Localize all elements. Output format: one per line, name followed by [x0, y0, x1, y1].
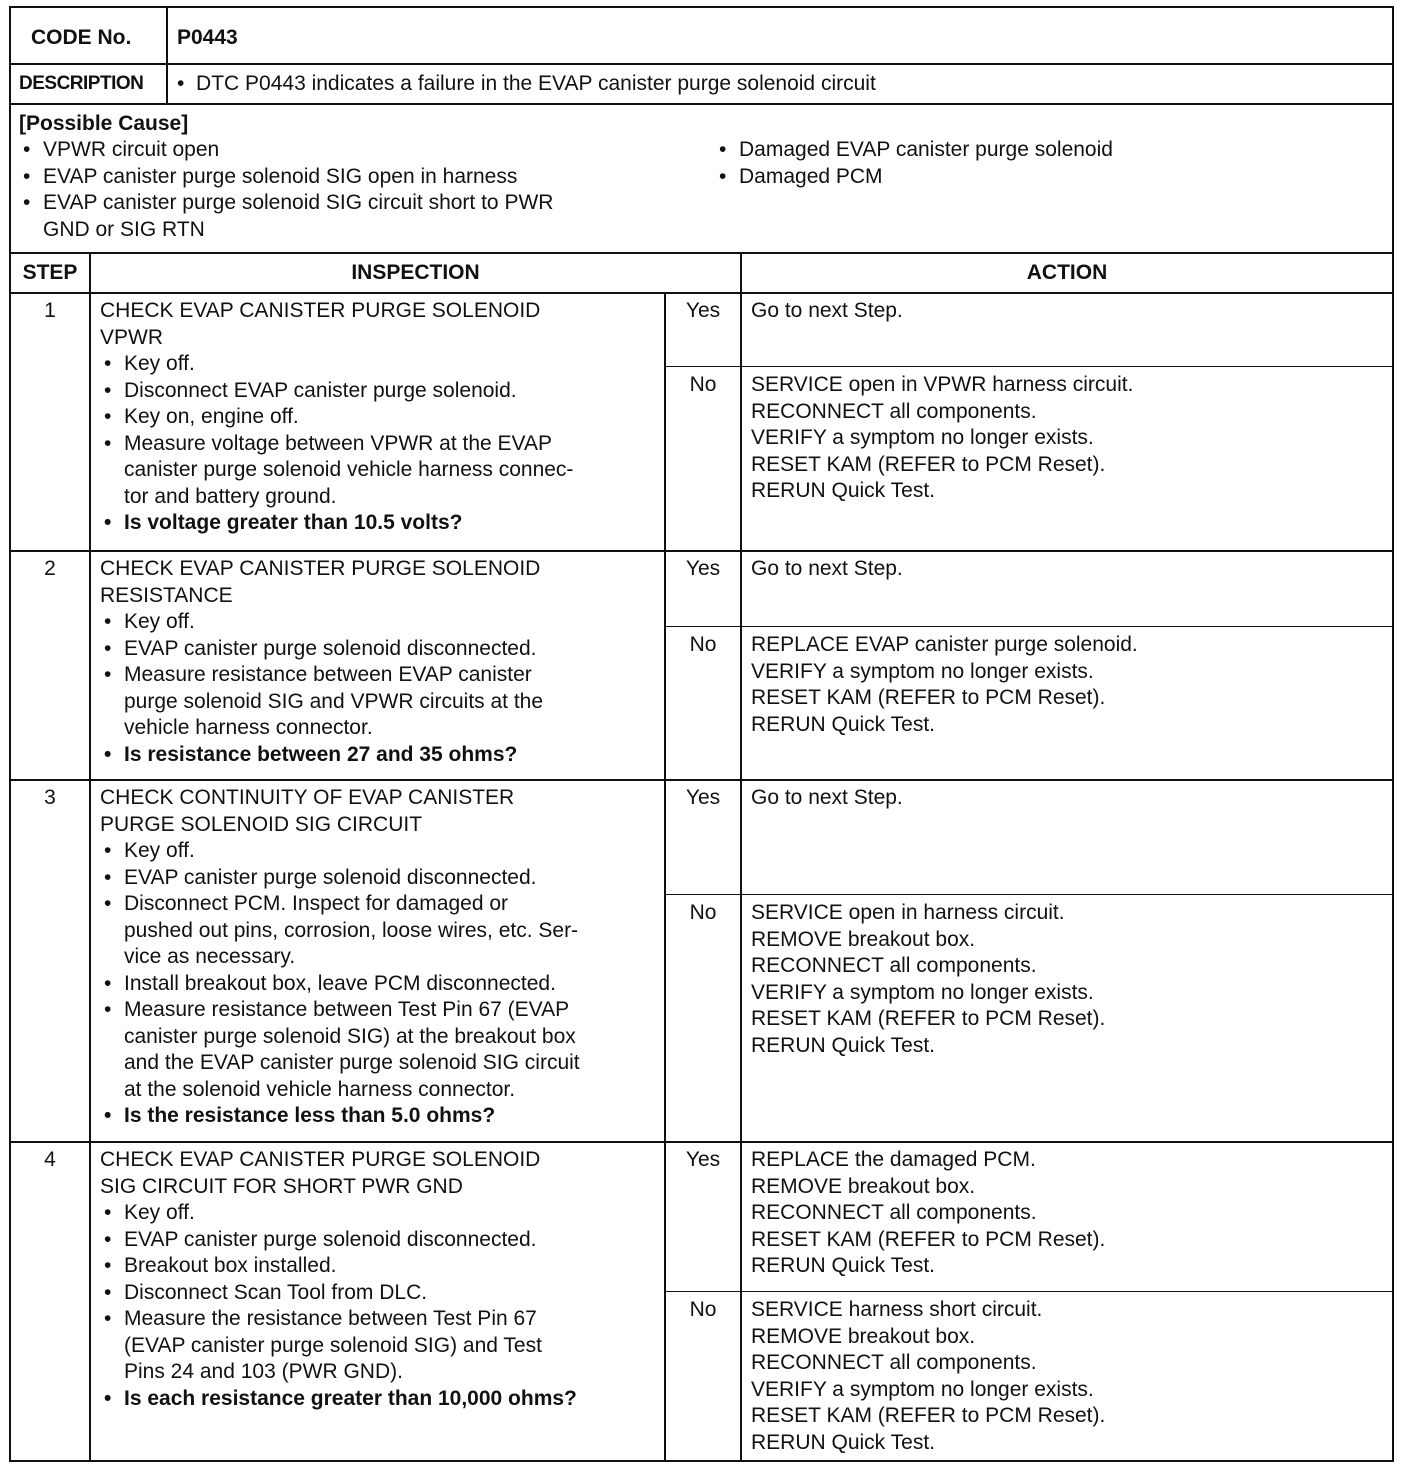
action-line: VERIFY a symptom no longer exists. — [751, 426, 1094, 449]
action-line: Go to next Step. — [751, 557, 903, 580]
possible-cause-line: • EVAP canister purge solenoid SIG circuit short to PWR — [43, 191, 554, 214]
possible-cause-line: • EVAP canister purge solenoid SIG open in harness — [43, 164, 518, 188]
possible-cause-item — [19, 137, 553, 164]
yes-no-divider — [664, 626, 1392, 627]
inspection-step — [100, 997, 580, 1103]
action-line: VERIFY a symptom no longer exists. — [751, 659, 1094, 683]
inspection-line: • Key off. — [124, 839, 195, 862]
action-line: RESET KAM (REFER to PCM Reset). — [751, 452, 1106, 476]
inspection-question — [100, 510, 573, 537]
row-divider — [11, 252, 1392, 254]
inspection-line: purge solenoid SIG and VPWR circuits at the — [124, 689, 544, 713]
yes-no-divider — [664, 894, 1392, 895]
action-line: REPLACE the damaged PCM. — [751, 1148, 1036, 1171]
inspection-title: CHECK EVAP CANISTER PURGE SOLENOID — [100, 557, 541, 580]
possible-cause-line: • VPWR circuit open — [43, 138, 220, 161]
inspection-step — [100, 1253, 577, 1280]
inspection-line: • Key off. — [124, 1201, 195, 1224]
row-divider — [11, 63, 1392, 65]
no-label: No — [689, 633, 717, 656]
inspection-line: • Key on, engine off. — [124, 405, 299, 428]
step-number: 3 — [44, 786, 56, 809]
inspection-question — [100, 742, 543, 769]
action-line: REMOVE breakout box. — [751, 1324, 976, 1348]
inspection-question — [100, 1103, 580, 1130]
inspection-bullets — [100, 351, 573, 537]
inspection-line: • Is resistance between 27 and 35 ohms? — [124, 742, 518, 766]
action-line: Go to next Step. — [751, 299, 903, 322]
inspection-step — [100, 891, 580, 971]
no-label: No — [689, 901, 717, 924]
action-line: RESET KAM (REFER to PCM Reset). — [751, 1227, 1106, 1251]
no-action — [751, 372, 1133, 505]
inspection-step — [100, 404, 573, 431]
inspection-line: and the EVAP canister purge solenoid SIG circuit — [124, 1051, 580, 1074]
yes-action — [751, 785, 903, 812]
possible-cause-item — [715, 137, 1113, 164]
action-line: RERUN Quick Test. — [751, 1430, 935, 1454]
inspection-step — [100, 838, 580, 865]
inspection-title: CHECK EVAP CANISTER PURGE SOLENOID — [100, 1148, 541, 1171]
inspection-title: PURGE SOLENOID SIG CIRCUIT — [100, 812, 423, 836]
inspection-title: RESISTANCE — [100, 583, 233, 607]
inspection-step — [100, 865, 580, 892]
inspection-text — [100, 556, 543, 768]
action-line: Go to next Step. — [751, 786, 903, 809]
bullet-icon: • — [177, 72, 197, 95]
step-column-divider — [89, 252, 91, 1460]
inspection-text — [100, 785, 580, 1130]
possible-cause-line: • Damaged PCM — [739, 164, 883, 188]
possible-cause-right — [715, 137, 1113, 190]
description-text — [177, 71, 876, 98]
row-divider — [11, 292, 1392, 294]
action-line: RECONNECT all components. — [751, 1201, 1037, 1224]
row-divider — [11, 550, 1392, 552]
diagnostic-table — [9, 6, 1394, 1462]
no-label: No — [689, 1298, 717, 1321]
action-line: RERUN Quick Test. — [751, 1033, 935, 1057]
header-inspection: INSPECTION — [351, 261, 480, 284]
yes-action — [751, 1147, 1105, 1280]
possible-cause-item — [19, 164, 553, 191]
inspection-line: • Is the resistance less than 5.0 ohms? — [124, 1104, 496, 1127]
inspection-step — [100, 1200, 577, 1227]
inspection-bullets — [100, 838, 580, 1130]
inspection-line: at the solenoid vehicle harness connector. — [124, 1077, 516, 1101]
inspection-line: • Measure resistance between EVAP canister — [124, 663, 532, 686]
inspection-line: canister purge solenoid SIG) at the breakout box — [124, 1024, 576, 1048]
yes-action — [751, 298, 903, 325]
inspection-step — [100, 609, 543, 636]
inspection-step — [100, 636, 543, 663]
inspection-question — [100, 1386, 577, 1413]
no-action — [751, 632, 1138, 738]
inspection-line: (EVAP canister purge solenoid SIG) and Test — [124, 1333, 542, 1357]
inspection-line: • Is voltage greater than 10.5 volts? — [124, 511, 463, 534]
inspection-line: • Measure resistance between Test Pin 67 (EVAP — [124, 998, 570, 1021]
possible-cause-title: [Possible Cause] — [19, 112, 189, 135]
inspection-step — [100, 662, 543, 742]
inspection-line: • Disconnect EVAP canister purge solenoid. — [124, 378, 517, 402]
inspection-bullets — [100, 609, 543, 768]
description-label: DESCRIPTION — [19, 73, 144, 94]
action-line: RECONNECT all components. — [751, 399, 1037, 423]
inspection-line: • Measure the resistance between Test Pin 67 — [124, 1307, 537, 1330]
inspection-step — [100, 431, 573, 511]
inspection-text — [100, 1147, 577, 1412]
inspection-line: tor and battery ground. — [124, 484, 337, 508]
inspection-bullets — [100, 1200, 577, 1412]
no-action — [751, 1297, 1105, 1456]
inspection-line: • EVAP canister purge solenoid disconnected. — [124, 636, 537, 660]
step-number: 1 — [44, 299, 56, 322]
inspection-line: • EVAP canister purge solenoid disconnected. — [124, 865, 537, 889]
row-divider — [11, 1141, 1392, 1143]
action-line: RECONNECT all components. — [751, 954, 1037, 977]
yes-label: Yes — [685, 299, 721, 322]
header-action: ACTION — [1026, 261, 1108, 284]
inspection-line: vice as necessary. — [124, 945, 296, 968]
inspection-step — [100, 971, 580, 998]
action-line: RERUN Quick Test. — [751, 479, 935, 502]
inspection-title: SIG CIRCUIT FOR SHORT PWR GND — [100, 1174, 463, 1198]
yes-no-divider — [664, 366, 1392, 367]
action-line: REPLACE EVAP canister purge solenoid. — [751, 633, 1138, 656]
action-line: SERVICE harness short circuit. — [751, 1298, 1043, 1321]
action-line: RESET KAM (REFER to PCM Reset). — [751, 686, 1106, 709]
action-line: VERIFY a symptom no longer exists. — [751, 980, 1094, 1004]
inspection-title: CHECK EVAP CANISTER PURGE SOLENOID — [100, 299, 541, 322]
inspection-line: vehicle harness connector. — [124, 716, 373, 739]
description-value: DTC P0443 indicates a failure in the EVAP canister purge solenoid circuit — [196, 72, 876, 95]
action-line: RERUN Quick Test. — [751, 1254, 935, 1277]
inspection-step — [100, 1306, 577, 1386]
yes-label: Yes — [685, 786, 721, 809]
action-line: RERUN Quick Test. — [751, 712, 935, 736]
action-column-divider — [740, 252, 742, 1460]
possible-cause-left — [19, 137, 553, 243]
inspection-step — [100, 351, 573, 378]
inspection-step — [100, 1227, 577, 1254]
inspection-line: pushed out pins, corrosion, loose wires, etc. Ser- — [124, 918, 579, 942]
inspection-line: Pins 24 and 103 (PWR GND). — [124, 1360, 403, 1383]
header-step: STEP — [22, 261, 78, 284]
no-label: No — [689, 373, 717, 396]
no-action — [751, 900, 1105, 1059]
yesno-column-divider — [664, 292, 666, 1460]
inspection-line: • Measure voltage between VPWR at the EVAP — [124, 431, 552, 455]
action-line: RESET KAM (REFER to PCM Reset). — [751, 1404, 1106, 1427]
inspection-step — [100, 1280, 577, 1307]
yes-action — [751, 556, 903, 583]
inspection-line: • Disconnect PCM. Inspect for damaged or — [124, 892, 509, 915]
action-line: SERVICE open in harness circuit. — [751, 901, 1065, 924]
yes-label: Yes — [685, 1148, 721, 1171]
inspection-line: • Key off. — [124, 610, 195, 633]
inspection-line: canister purge solenoid vehicle harness connec- — [124, 458, 574, 481]
action-line: REMOVE breakout box. — [751, 927, 976, 951]
inspection-line: • Disconnect Scan Tool from DLC. — [124, 1280, 428, 1304]
possible-cause-line: • Damaged EVAP canister purge solenoid — [739, 138, 1113, 161]
row-divider — [11, 779, 1392, 781]
inspection-step — [100, 378, 573, 405]
possible-cause-line: GND or SIG RTN — [43, 217, 205, 241]
inspection-line: • Install breakout box, leave PCM disconnected. — [124, 971, 556, 995]
possible-cause-item — [19, 190, 553, 243]
action-line: REMOVE breakout box. — [751, 1174, 976, 1198]
yes-no-divider — [664, 1291, 1392, 1292]
inspection-title: VPWR — [100, 325, 163, 349]
action-line: VERIFY a symptom no longer exists. — [751, 1377, 1094, 1401]
action-line: RECONNECT all components. — [751, 1351, 1037, 1374]
inspection-text — [100, 298, 573, 537]
code-label: CODE No. — [31, 26, 132, 49]
inspection-title: CHECK CONTINUITY OF EVAP CANISTER — [100, 786, 515, 809]
inspection-line: • Key off. — [124, 352, 195, 375]
action-line: SERVICE open in VPWR harness circuit. — [751, 373, 1134, 396]
possible-cause-item — [715, 164, 1113, 191]
code-divider — [166, 8, 168, 64]
step-number: 4 — [44, 1148, 56, 1171]
inspection-line: • EVAP canister purge solenoid disconnected. — [124, 1227, 537, 1251]
yes-label: Yes — [685, 557, 721, 580]
inspection-line: • Is each resistance greater than 10,000 ohms? — [124, 1386, 577, 1410]
action-line: RESET KAM (REFER to PCM Reset). — [751, 1007, 1106, 1030]
code-value: P0443 — [177, 26, 238, 49]
step-number: 2 — [44, 557, 56, 580]
inspection-line: • Breakout box installed. — [124, 1254, 337, 1277]
row-divider — [11, 103, 1392, 105]
description-divider — [166, 63, 168, 103]
